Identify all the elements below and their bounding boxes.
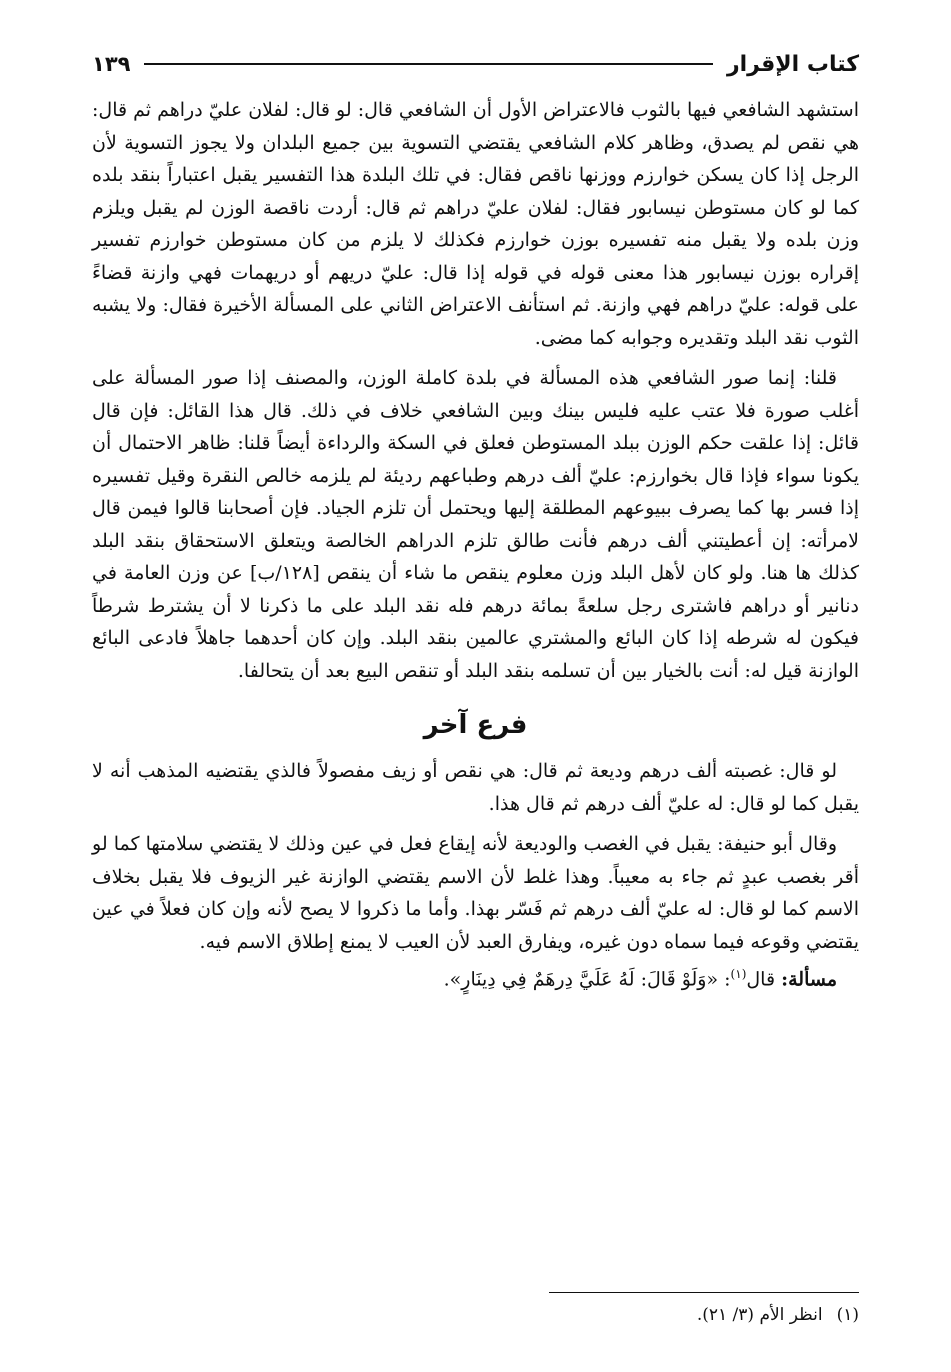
paragraph-2: قلنا: إنما صور الشافعي هذه المسألة في بلدة كاملة الوزن، والمصنف إذا صور المسألة على أغلب صورة فلا عتب عليه فليس بينك وبين الشافعي خلاف في ذلك. قال هذا القائل: فإن قال قائل: إذا علقت حكم الوزن ببلد المستوطن فعلق في السكة والرداءة أيضاً قلنا: ظاهر الاحتمال أن يكونا سواء فإذا قال بخوارزم: عليّ ألف درهم وطباعهم رديئة لم يلزمه خالص النقرة وقيل تفسيره إذا فسر بها كما يصرف ببيوعهم المطلقة إليها ويحتمل أن تلزم الجياد. فإن أصحابنا قالوا فيمن قال لامرأته: إن أعطيتني ألف درهم فأنت طالق تلزم الدراهم الخالصة ويتعلق الاستحقاق بنقد البلد كذلك ها هنا. ولو كان لأهل البلد وزن معلوم ينقص ما شاء أن ينقص [١٢٨/ب] عن وزن العامة في دنانير أو دراهم فاشترى رجل سلعةً بمائة درهم فله نقد البلد على ما ذكرنا لا أن يشترط شرطاً فيكون له شرطه إذا كان البائع والمشتري عالمين بنقد البلد. وإن كان أحدهما جاهلاً فادعى البائع الوازنة قيل له: أنت بالخيار بين أن تسلمه بنقد البلد أو تنقص البيع بعد أن يتحالفا.	[92, 367, 859, 682]
header-rule	[144, 63, 713, 65]
masala-quote: : «وَلَوْ قَالَ: لَهُ عَلَيَّ دِرهَمٌ فِي دِينَارٍ».	[443, 968, 731, 991]
paragraph-3: لو قال: غصبته ألف درهم وديعة ثم قال: هي نقص أو زيف مفصولاً فالذي يقتضيه المذهب أنه لا يقبل كما لو قال: له عليّ ألف درهم ثم قال هذا.	[92, 760, 859, 815]
footnote-reference[interactable]: (١)	[730, 967, 747, 981]
page-header	[92, 44, 859, 84]
page-number: ١٣٩	[92, 52, 131, 76]
section-heading: فرع آخر	[423, 710, 528, 740]
masala-label: مسألة:	[781, 968, 837, 991]
running-title: كتاب الإقرار	[726, 51, 859, 77]
masala-text-before: قال	[746, 968, 782, 991]
masala-paragraph	[92, 958, 859, 996]
footnote-text: انظر الأم (٣/ ٢١).	[696, 1305, 823, 1325]
footnote-number: (١)	[836, 1305, 859, 1325]
footnote	[92, 1302, 859, 1328]
paragraph-4: وقال أبو حنيفة: يقبل في الغصب والوديعة لأنه إيقاع فعل في عين وذلك لا يقتضي سلامتها كما لو أقر بغصب عبدٍ ثم جاء به معيباً. وهذا غلط لأن الاسم يقتضي الوازنة غير الزيوف فلا يقبل بخلاف الاسم كما لو قال: له عليّ ألف درهم ثم فَسّر بهذا. وأما ما ذكروا لا يصح لأنه وإن كان فعلاً في عين يقتضي وقوعه فيما سماه دون غيره، ويفارق العبد لأن العيب لا يمنع إطلاق الاسم فيه.	[92, 833, 859, 953]
paragraph-1: استشهد الشافعي فيها بالثوب فالاعتراض الأول أن الشافعي قال: لو قال: لفلان عليّ دراهم ثم قال: هي نقص لم يصدق، وظاهر كلام الشافعي يقتضي التسوية بين جميع البلدان ولا يجوز التسوية لأن الرجل إذا كان يسكن خوارزم ووزنها ناقص فقال: في تلك البلدة هذا التفسير يقبل اعتباراً بنقد بلده كما لو كان مستوطن نيسابور فقال: لفلان عليّ دراهم ثم قال: أردت ناقصة الوزن لم يقبل ويلزم وزن بلده ولا يقبل منه تفسيره بوزن خوارزم فكذلك لا يلزم من كان مستوطن خوارزم تفسير إقراره بوزن نيسابور هذا معنى قوله في قوله إذا قال: عليّ دريهم أو دريهمات فهي وازنة قضاءً على قوله: عليّ دراهم فهي وازنة. ثم استأنف الاعتراض الثاني على المسألة الأخيرة فقال: ولا يشبه الثوب نقد البلد وتقديره وجوابه كما مضى.	[92, 99, 859, 349]
footnote-rule	[549, 1292, 859, 1293]
main-text	[92, 94, 859, 996]
